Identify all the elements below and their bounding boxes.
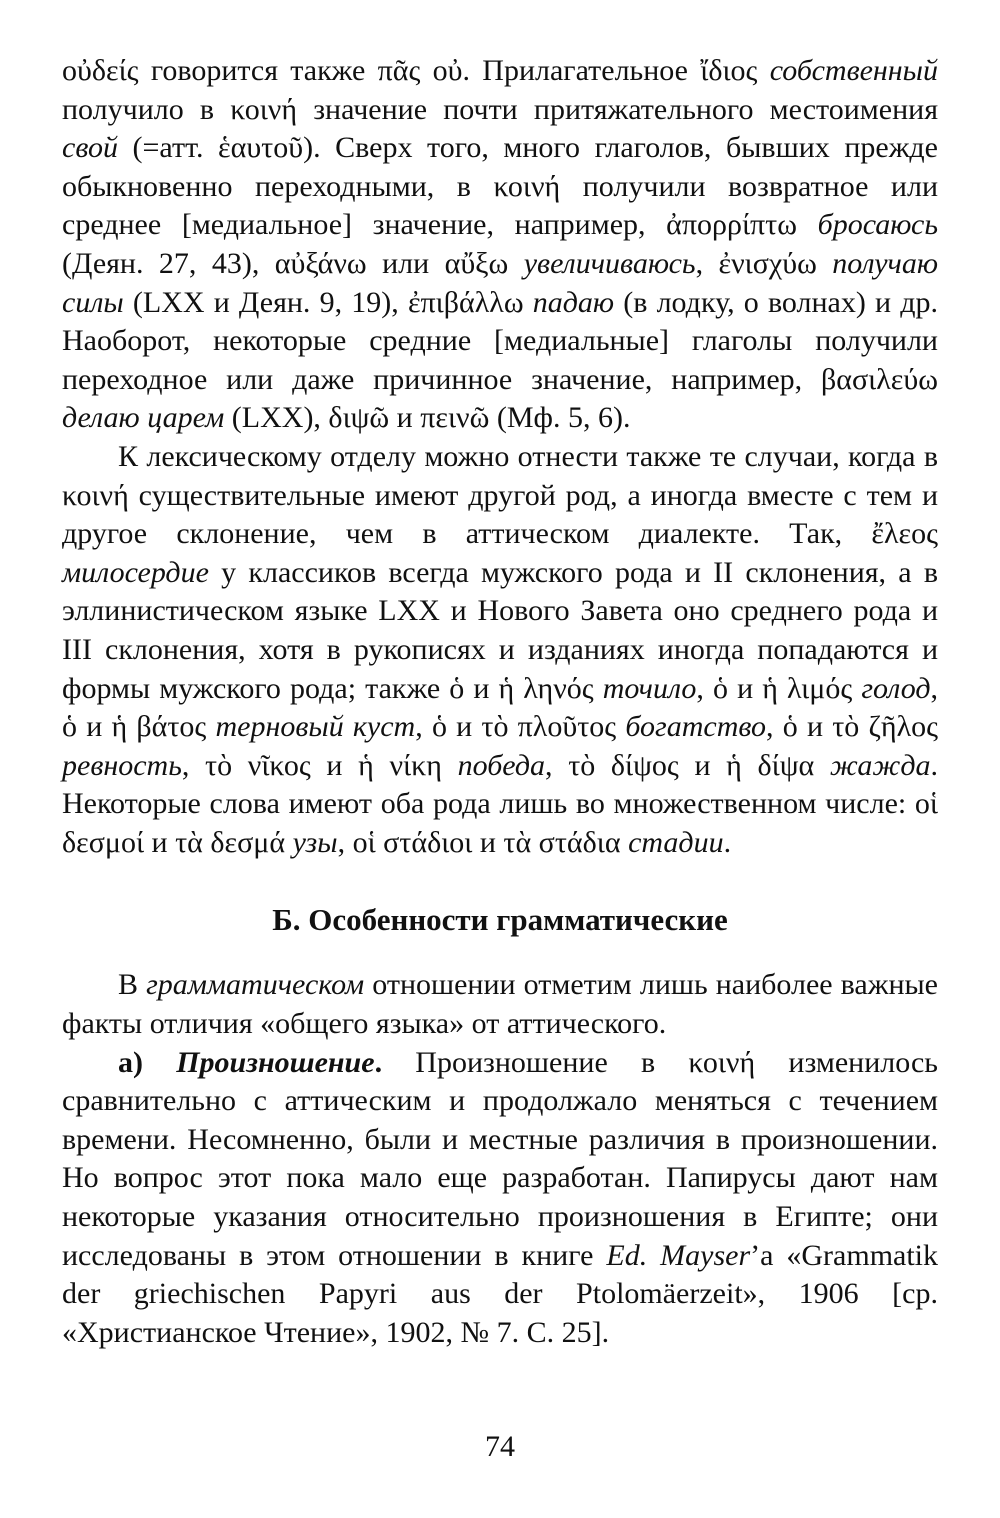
text-run: (Деян. 27, 43), αὐξάνω или αὔξω <box>62 246 524 280</box>
text-run: οὐδείς говорится также πᾶς οὐ. Прилагательное ἴδιος <box>62 54 770 87</box>
text-run: , ἐνισχύω <box>695 246 833 280</box>
text-run: (LXX), διψῶ и πεινῶ (Мф. 5, 6). <box>224 401 631 435</box>
text-run: . <box>723 825 732 859</box>
italic-gloss: стадии <box>628 825 724 859</box>
italic-gloss: милосердие <box>62 555 209 589</box>
italic-gloss: свой <box>62 131 118 165</box>
italic-gloss: узы <box>292 825 338 859</box>
subsection-marker: а) <box>118 1045 177 1079</box>
text-run: , οἱ στάδιοι и τὰ στάδια <box>337 825 629 859</box>
text-run: , ὁ и τὸ πλοῦτος <box>415 710 626 744</box>
text-run: . <box>374 1045 416 1079</box>
subsection-title: Произношение <box>176 1045 375 1079</box>
page-number: 74 <box>485 1430 515 1463</box>
text-run: К лексическому отделу можно отнести также те случаи, когда в κοινή существительные имеют другой род, а иногда вместе с тем и другое склонение, чем в аттическом диалекте. Так, ἔλεος <box>62 439 938 551</box>
italic-gloss: терновый куст <box>215 710 416 744</box>
italic-gloss: голод <box>861 671 931 705</box>
italic-author: Ed. Mayser <box>606 1238 751 1272</box>
paragraph-noun-gender <box>62 438 938 863</box>
italic-gloss: увеличиваюсь <box>523 246 696 280</box>
italic-gloss: богатство <box>625 710 767 744</box>
text-run: Произношение в κοινή изменилось сравнительно с аттическим и продолжало меняться с течением времени. Несомненно, были и местные различия в произношении. Но вопрос этот пока мало еще разработан. Папирусы дают нам некоторые указания относительно произношения в Египте; они исследованы в этом отношении в книге <box>62 1045 938 1272</box>
text-run: . Некоторые слова имеют оба рода лишь во множественном числе: οἱ δεσμοί и τὰ δεσμά <box>62 748 939 859</box>
italic-gloss: получаю силы <box>62 246 938 319</box>
italic-gloss: ревность <box>62 748 182 782</box>
page-text <box>62 52 938 1352</box>
text-run: отношении отметим лишь наиболее важные факты отличия «общего языка» от аттического. <box>62 968 938 1041</box>
italic-gloss: победа <box>457 748 546 782</box>
italic-gloss: точило <box>602 671 697 705</box>
text-run: получило в κοινή значение почти притяжательного местоимения <box>62 92 938 126</box>
text-run: (в лодку, о волнах) и др. Наоборот, некоторые средние [медиальные] глаголы получили переходное или даже причинное значение, например, βασιλεύω <box>62 285 938 396</box>
section-heading: Б. Особенности грамматические <box>272 902 728 938</box>
paragraph-grammar-intro <box>62 966 938 1043</box>
text-run: , ὁ и ἡ βάτος <box>62 671 938 744</box>
text-run: (=атт. ἑαυτοῦ). Сверх того, много глаголов, бывших прежде обыкновенно переходными, в κοινή получили возвратное или среднее [медиальное] значение, например, ἀπορρίπτω <box>62 131 938 242</box>
italic-gloss: бросаюсь <box>817 208 938 242</box>
text-run: , τὸ δίψος и ἡ δίψα <box>545 748 830 782</box>
italic-gloss: падаю <box>532 285 615 319</box>
text-run: , τὸ νῖκος и ἡ νίκη <box>181 748 458 782</box>
text-run: , ὁ и τὸ ζῆλος <box>766 710 938 744</box>
text-run: ’а «Grammatik der griechischen Papyri aus der Ptolomäerzeit», 1906 [ср. «Христианское Чтение», 1902, № 7. С. 25]. <box>62 1238 939 1349</box>
text-run: В <box>118 968 147 1002</box>
italic-gloss: жажда <box>829 748 931 782</box>
italic-gloss: собственный <box>769 54 938 87</box>
text-run: , ὁ и ἡ λιμός <box>696 671 862 705</box>
paragraph-verbs <box>62 52 938 438</box>
italic-gloss: делаю царем <box>62 401 225 435</box>
paragraph-pronunciation <box>62 1044 938 1353</box>
text-run: (LXX и Деян. 9, 19), ἐπιβάλλω <box>123 285 533 319</box>
italic-term: грамматическом <box>146 968 365 1002</box>
text-run: у классиков всегда мужского рода и II склонения, а в эллинистическом языке LXX и Нового Завета оно среднего рода и III склонения, хотя в рукописях и изданиях иногда попадаются и формы мужского рода; также ὁ и ἡ ληνός <box>62 555 938 705</box>
